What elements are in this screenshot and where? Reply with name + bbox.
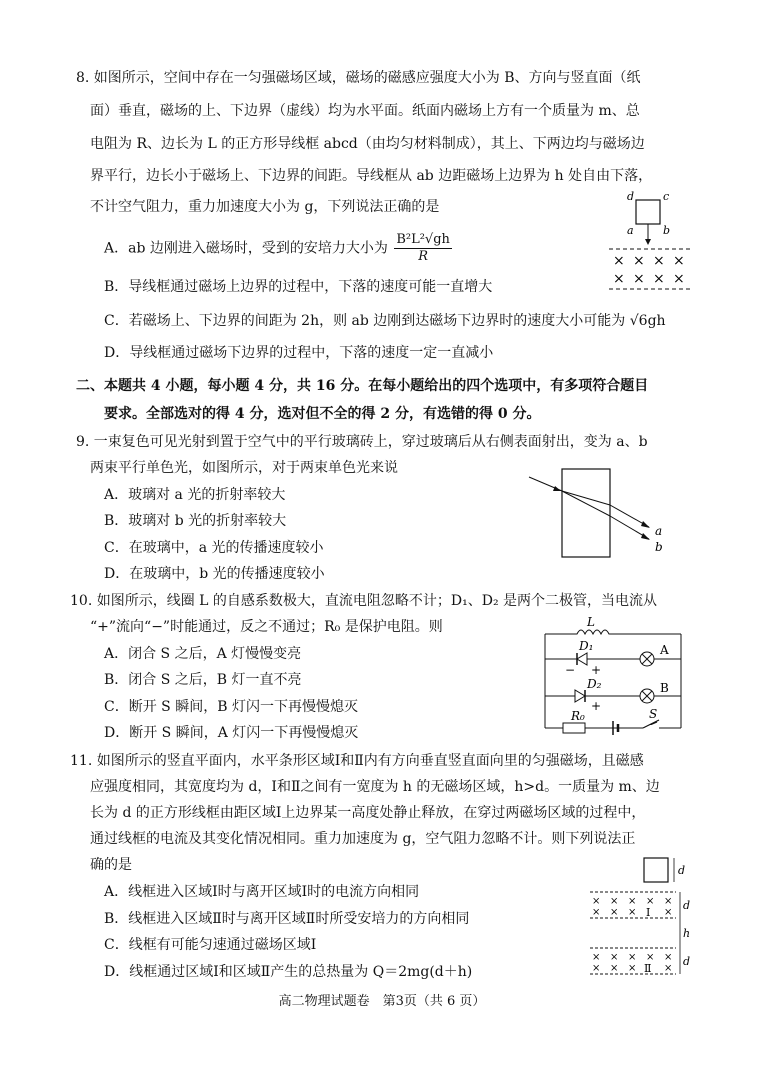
section-2-heading-line-1: 二、本题共 4 小题，每小题 4 分，共 16 分。在每小题给出的四个选项中，有多项符合题目 xyxy=(76,378,649,394)
svg-text:×: × xyxy=(592,907,601,918)
label-b: b xyxy=(655,540,663,554)
q10-option-d[interactable]: D．断开 S 瞬间，A 灯闪一下再慢慢熄灭 xyxy=(104,725,359,741)
svg-text:×: × xyxy=(592,963,601,974)
label-region-II: Ⅱ xyxy=(644,962,652,975)
q10-stem-line-2: “+”流向“−”时能通过，反之不通过；R₀ 是保护电阻。则 xyxy=(90,619,443,635)
ray-b-arrow-icon xyxy=(641,533,650,540)
label-L: L xyxy=(587,615,595,629)
label-region-I: Ⅰ xyxy=(646,906,651,919)
q8-fraction-denominator: R xyxy=(418,249,429,264)
svg-text:×: × xyxy=(613,271,625,287)
q10-option-a[interactable]: A．闭合 S 之后，A 灯慢慢变亮 xyxy=(104,646,302,662)
svg-text:×: × xyxy=(664,896,673,907)
svg-text:×: × xyxy=(633,271,645,287)
q11-stem-line-2: 应强度相同，其宽度均为 d，Ⅰ和Ⅱ之间有一宽度为 h 的无磁场区域，h>d。一质量为 m、边 xyxy=(90,779,660,795)
q11-stem-line-1: 11. 如图所示的竖直平面内，水平条形区域Ⅰ和Ⅱ内有方向垂直竖直面向里的匀强磁场，且磁感 xyxy=(70,753,644,769)
svg-text:×: × xyxy=(646,896,655,907)
q11-stem-line-3: 长为 d 的正方形线框由距区域Ⅰ上边界某一高度处静止释放，在穿过两磁场区域的过程中， xyxy=(90,805,646,821)
q9-stem-line-2: 两束平行单色光，如图所示，对于两束单色光来说 xyxy=(90,460,398,476)
label-d: d xyxy=(627,190,635,203)
label-a: a xyxy=(627,224,634,237)
arrow-head-icon xyxy=(645,239,651,245)
D1-plus: + xyxy=(591,663,602,677)
label-D1: D₁ xyxy=(579,639,594,653)
D2-plus: + xyxy=(591,699,602,713)
q11-option-b[interactable]: B．线框进入区域Ⅱ时与离开区域Ⅱ时所受安培力的方向相同 xyxy=(104,911,470,927)
svg-text:×: × xyxy=(610,952,619,963)
q9-option-b[interactable]: B．玻璃对 b 光的折射率较大 xyxy=(104,513,287,529)
label-b: b xyxy=(663,224,671,237)
q9-glass-prism-figure xyxy=(525,463,675,563)
dim-d-top: d xyxy=(683,899,691,912)
region-I-crosses xyxy=(592,896,672,918)
svg-text:×: × xyxy=(628,963,637,974)
svg-text:×: × xyxy=(664,963,673,974)
coil-side-d: d xyxy=(678,864,686,877)
svg-text:×: × xyxy=(646,952,655,963)
page-footer: 高二物理试题卷 第3页（共 6 页） xyxy=(278,994,486,1009)
q8-fraction-numerator: B²L²√gh xyxy=(396,232,450,247)
q8-option-a-text: A．ab 边刚进入磁场时，受到的安培力大小为 xyxy=(104,240,388,257)
svg-text:×: × xyxy=(610,963,619,974)
ray-a-arrow-icon xyxy=(641,521,650,528)
q11-option-d[interactable]: D．线框通过区域Ⅰ和区域Ⅱ产生的总热量为 Q＝2mg(d＋h) xyxy=(104,964,473,980)
svg-text:×: × xyxy=(610,907,619,918)
q8-option-b[interactable]: B．导线框通过磁场上边界的过程中，下落的速度可能一直增大 xyxy=(104,279,493,295)
incident-arrow-icon xyxy=(553,486,561,491)
svg-text:×: × xyxy=(664,907,673,918)
label-R0: R₀ xyxy=(571,709,585,723)
region-II-crosses xyxy=(592,952,672,974)
label-a: a xyxy=(655,524,663,538)
svg-text:×: × xyxy=(592,952,601,963)
q8-stem-line-4: 界平行，边长小于磁场上、下边界的间距。导线框从 ab 边距磁场上边界为 h 处自由下落， xyxy=(90,168,653,184)
svg-text:×: × xyxy=(673,271,685,287)
q11-option-a[interactable]: A．线框进入区域Ⅰ时与离开区域Ⅰ时的电流方向相同 xyxy=(104,884,420,900)
section-2-heading-line-2: 要求。全部选对的得 4 分，选对但不全的得 2 分，有选错的得 0 分。 xyxy=(104,406,541,422)
svg-text:×: × xyxy=(628,896,637,907)
square-coil xyxy=(644,858,668,882)
svg-text:×: × xyxy=(633,253,645,269)
q9-option-c[interactable]: C．在玻璃中，a 光的传播速度较小 xyxy=(104,540,324,556)
q8-option-a[interactable] xyxy=(104,232,452,265)
svg-text:×: × xyxy=(592,896,601,907)
svg-text:×: × xyxy=(628,952,637,963)
q10-option-c[interactable]: C．断开 S 瞬间，B 灯闪一下再慢慢熄灭 xyxy=(104,699,358,715)
dim-d-bottom: d xyxy=(683,955,691,968)
q8-stem-line-2: 面）垂直，磁场的上、下边界（虚线）均为水平面。纸面内磁场上方有一个质量为 m、总 xyxy=(90,103,640,119)
ray-b-inside xyxy=(562,491,610,516)
dim-h: h xyxy=(683,927,691,940)
field-crosses xyxy=(613,253,685,287)
svg-text:×: × xyxy=(653,253,665,269)
q8-option-d[interactable]: D．导线框通过磁场下边界的过程中，下落的速度一定一直减小 xyxy=(104,345,494,361)
q10-stem-line-1: 10. 如图所示，线圈 L 的自感系数极大，直流电阻忽略不计；D₁、D₂ 是两个二极管，当电流从 xyxy=(70,593,658,609)
q11-option-c[interactable]: C．线框有可能匀速通过磁场区域Ⅰ xyxy=(104,937,317,953)
svg-text:×: × xyxy=(653,271,665,287)
q9-option-d[interactable]: D．在玻璃中，b 光的传播速度较小 xyxy=(104,566,325,582)
q8-stem-line-5: 不计空气阻力，重力加速度大小为 g，下列说法正确的是 xyxy=(90,199,440,215)
q9-option-a[interactable]: A．玻璃对 a 光的折射率较大 xyxy=(104,487,286,503)
ray-a-inside xyxy=(562,491,610,505)
q8-magnetic-field-figure xyxy=(605,188,705,298)
resistor-R0 xyxy=(563,723,585,733)
label-D2: D₂ xyxy=(587,677,602,691)
svg-text:×: × xyxy=(610,896,619,907)
diode-D2 xyxy=(575,690,585,702)
inductor-coil xyxy=(545,630,681,634)
q11-two-regions-figure xyxy=(588,852,698,982)
label-B: B xyxy=(660,681,669,695)
svg-text:×: × xyxy=(673,253,685,269)
q8-option-a-fraction xyxy=(394,232,452,265)
q11-stem-line-5: 确的是 xyxy=(90,857,132,873)
glass-slab xyxy=(562,469,610,557)
q9-stem-line-1: 9. 一束复色可见光射到置于空气中的平行玻璃砖上，穿过玻璃后从右侧表面射出，变为 a、b xyxy=(76,434,648,450)
q8-option-c[interactable]: C．若磁场上、下边界的间距为 2h，则 ab 边刚到达磁场下边界时的速度大小可能为 √6gh xyxy=(104,313,666,329)
label-S: S xyxy=(649,707,658,721)
q10-option-b[interactable]: B．闭合 S 之后，B 灯一直不亮 xyxy=(104,672,302,688)
q10-circuit-diagram xyxy=(535,612,695,737)
square-coil xyxy=(636,200,660,224)
q8-stem-line-1: 8. 如图所示，空间中存在一匀强磁场区域，磁场的磁感应强度大小为 B、方向与竖直面（纸 xyxy=(76,70,641,86)
D1-minus: − xyxy=(565,663,576,677)
diode-D1 xyxy=(577,653,587,665)
label-A: A xyxy=(660,643,669,657)
q8-stem-line-3: 电阻为 R、边长为 L 的正方形导线框 abcd（由均匀材料制成），其上、下两边均与磁场边 xyxy=(90,136,645,152)
svg-text:×: × xyxy=(664,952,673,963)
svg-text:×: × xyxy=(628,907,637,918)
svg-text:×: × xyxy=(613,253,625,269)
label-c: c xyxy=(663,190,670,203)
q11-stem-line-4: 通过线框的电流及其变化情况相同。重力加速度为 g，空气阻力忽略不计。则下列说法正 xyxy=(90,831,636,847)
